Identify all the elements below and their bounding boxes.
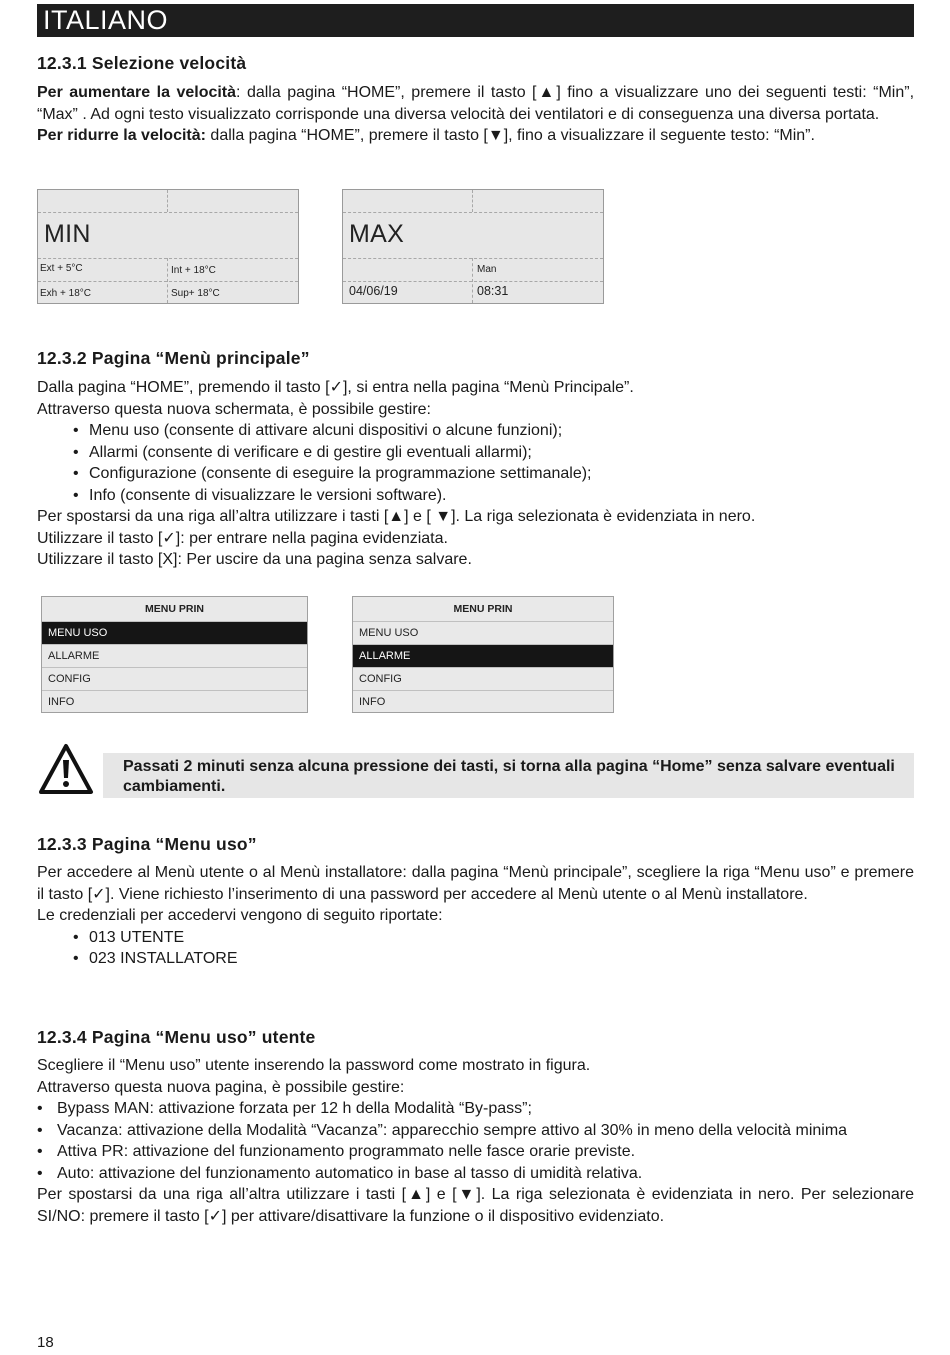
lcd-screen-min <box>37 189 299 304</box>
list-item: • Menu uso (consente di attivare alcuni dispositivi o alcune funzioni); <box>37 420 914 442</box>
list-item: • Vacanza: attivazione della Modalità “Vacanza”: apparecchio sempre attivo al 30% in meno della velocità minima <box>37 1120 914 1142</box>
menu-title: MENU PRIN <box>453 603 513 615</box>
section-3-body <box>37 862 914 970</box>
menu-row: MENU USO <box>42 621 307 644</box>
credentials-list <box>37 927 914 970</box>
lcd-screen-max <box>342 189 604 304</box>
paragraph: Dalla pagina “HOME”, premendo il tasto [✓], si entra nella pagina “Menù Principale”. <box>37 379 634 396</box>
menu-screen-allarme-selected <box>352 596 614 713</box>
list-item: • Bypass MAN: attivazione forzata per 12 h della Modalità “By-pass”; <box>37 1098 914 1120</box>
list-item: • Info (consente di visualizzare le versioni software). <box>37 485 914 507</box>
paragraph-decrease-speed: Per ridurre la velocità: dalla pagina “HOME”, premere il tasto [▼], fino a visualizzare il seguente testo: “Min”. <box>37 127 815 144</box>
list-item: • Allarmi (consente di verificare e di gestire gli eventuali allarmi); <box>37 442 914 464</box>
paragraph: Per accedere al Menù utente o al Menù installatore: dalla pagina “Menù principale”, scegliere la riga “Menu uso” e premere il tasto [✓]. Viene richiesto l’inserimento di una password per accedere al Menù utente o al Menù installatore. <box>37 864 914 903</box>
mode-label: MAX <box>349 220 405 248</box>
menu-row: CONFIG <box>42 667 307 690</box>
user-menu-options-list <box>37 1098 914 1184</box>
paragraph: Per spostarsi da una riga all’altra utilizzare i tasti [▲] e [▼]. La riga selezionata è evidenziata in nero. Per selezionare SI/NO: premere il tasto [✓] per attivare/disattivare la funzione o il dispositivo evidenziato. <box>37 1186 914 1225</box>
paragraph: Attraverso questa nuova pagina, è possibile gestire: <box>37 1078 405 1096</box>
paragraph: Scegliere il “Menu uso” utente inserendo la password come mostrato in figura. <box>37 1057 591 1074</box>
exh-temp: Exh + 18°C <box>40 288 91 299</box>
ext-temp: Ext + 5°C <box>40 263 83 274</box>
warning-box <box>103 753 914 798</box>
time-display: 08:31 <box>477 284 509 298</box>
list-item: • Auto: attivazione del funzionamento automatico in base al tasso di umidità relativa. <box>37 1163 914 1185</box>
menu-row: INFO <box>353 690 613 713</box>
paragraph-increase-speed: Per aumentare la velocità: dalla pagina “HOME”, premere il tasto [▲] fino a visualizzare uno dei seguenti testi: “Min”, “Max” . Ad ogni testo visualizzato corrisponde una diversa velocità dei ventilatori e di conseguenza una diversa portata. <box>37 84 915 123</box>
paragraph: Le credenziali per accedervi vengono di seguito riportate: <box>37 907 443 924</box>
paragraph: Per spostarsi da una riga all’altra utilizzare i tasti [▲] e [ ▼]. La riga selezionata è evidenziata in nero. <box>37 508 756 525</box>
list-item: • 013 UTENTE <box>37 927 914 949</box>
paragraph: Utilizzare il tasto [✓]: per entrare nella pagina evidenziata. <box>37 529 448 547</box>
page-number: 18 <box>37 1334 54 1351</box>
paragraph: Attraverso questa nuova schermata, è possibile gestire: <box>37 400 431 418</box>
paragraph: Utilizzare il tasto [X]: Per uscire da una pagina senza salvare. <box>37 551 472 568</box>
section-1-body <box>37 82 914 147</box>
menu-title: MENU PRIN <box>145 603 204 615</box>
warning-triangle-icon <box>38 743 94 795</box>
date-display: 04/06/19 <box>349 284 398 298</box>
man-mode: Man <box>477 264 497 275</box>
warning-text: Passati 2 minuti senza alcuna pressione dei tasti, si torna alla pagina “Home” senza salvare eventuali cambiamenti. <box>123 758 895 795</box>
list-item: • 023 INSTALLATORE <box>37 948 914 970</box>
mode-label: MIN <box>44 220 91 248</box>
section-title-menu-uso: 12.3.3 Pagina “Menu uso” <box>37 834 257 854</box>
int-temp: Int + 18°C <box>171 265 216 276</box>
menu-screen-menu-uso-selected <box>41 596 308 713</box>
language-header: ITALIANO <box>37 4 914 37</box>
menu-row: MENU USO <box>353 621 613 644</box>
menu-row: CONFIG <box>353 667 613 690</box>
menu-row: ALLARME <box>353 644 613 667</box>
section-title-selezione-velocita: 12.3.1 Selezione velocità <box>37 53 247 73</box>
section-title-menu-uso-utente: 12.3.4 Pagina “Menu uso” utente <box>37 1027 316 1047</box>
section-2-body <box>37 377 914 571</box>
menu-row: ALLARME <box>42 644 307 667</box>
sup-temp: Sup+ 18°C <box>171 288 220 299</box>
list-item: • Attiva PR: attivazione del funzionamento programmato nelle fasce orarie previste. <box>37 1141 914 1163</box>
features-list <box>37 420 914 506</box>
menu-row: INFO <box>42 690 307 713</box>
section-4-body <box>37 1055 914 1227</box>
list-item: • Configurazione (consente di eseguire la programmazione settimanale); <box>37 463 914 485</box>
section-title-menu-principale: 12.3.2 Pagina “Menù principale” <box>37 348 310 368</box>
